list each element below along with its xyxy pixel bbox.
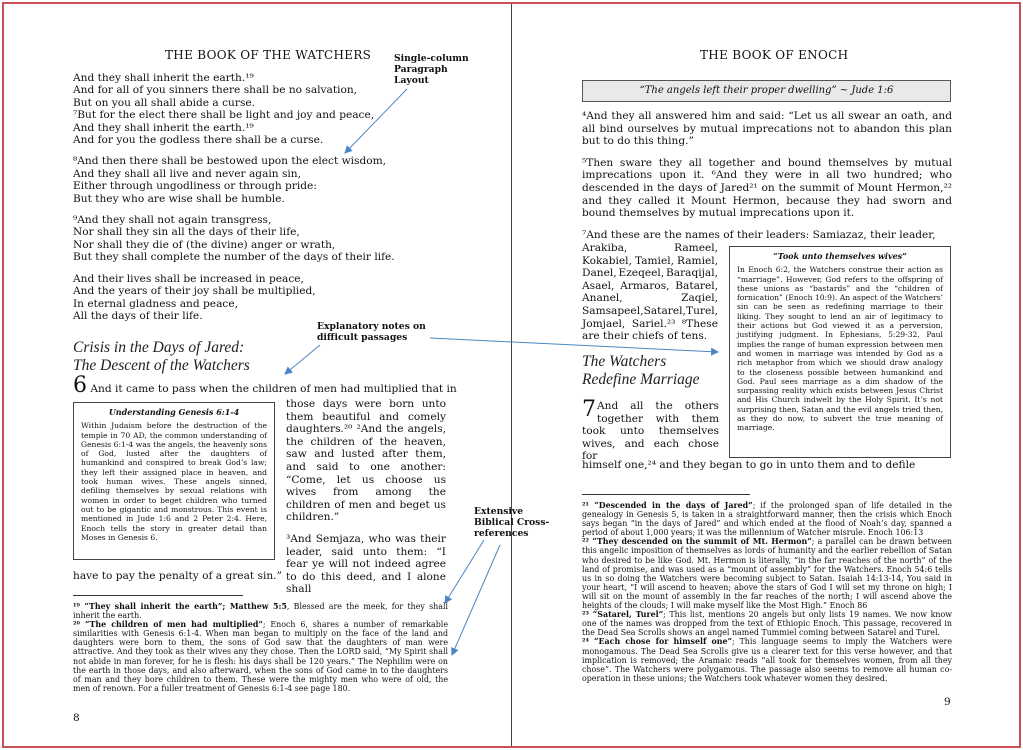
watcher-name: ⁸These: [681, 317, 718, 330]
understanding-genesis-text: Within Judaism before the destruction of the temple in 70 AD, the common understanding of Genesis 6:1-4 was the angels, the heavenly sons of God, lusted after the daughters of humankind and conspired to break God’s law; they left their assigned place in heaven, and took human wives. These angels sinned, defiling themselves by sexual relations with women in order to beget children who turned out to be gigantic and monstrous. This event is mentioned in Jude 1:6 and 2 Peter 2:4. Here, Enoch tells the story in greater detail than Moses in Genesis 6.: [81, 421, 267, 542]
chapter-7-last-line: himself one,²⁴ and they began to go in unto them and to defile: [582, 459, 916, 471]
left-heading-line2: The Descent of the Watchers: [73, 357, 250, 374]
poem-line: And they shall inherit the earth.¹⁹: [73, 121, 254, 134]
right-heading-line1: The Watchers: [582, 353, 667, 370]
right-heading-line2: Redefine Marriage: [582, 371, 700, 388]
poem-line: And for you the godless there shall be a curse.: [73, 134, 324, 147]
chapter-7-number: 7: [582, 397, 596, 422]
watcher-name: Ezeqeel,: [618, 267, 665, 280]
poem-line: Nor shall they die of (the divine) anger or wrath,: [73, 238, 336, 251]
names-end: are their chiefs of tens.: [582, 330, 708, 342]
arrow-to-footnote-20: [452, 545, 500, 655]
chapter-6-number: 6: [73, 373, 87, 398]
right-page-number: 9: [944, 696, 951, 708]
arrow-to-paragraph: [345, 89, 407, 153]
poem-line: All the days of their life.: [73, 309, 203, 322]
left-heading-line1: Crisis in the Days of Jared:: [73, 339, 245, 356]
footnote-20: ²⁰ “The children of men had multiplied”; Enoch 6, shares a number of remarkable similarities with Genesis 6:1-4. When man began to multiply on the face of the land and daughters were born to them, the sons of God saw that the daughters of man were attractive. And they took as their wives any they chose. Then the LORD said, “My Spirit shall not abide in man forever, for he is flesh: his days shall be 120 years.” The Nephilim were on the earth in those days, and also afterward, when the sons of God came in to the daughters of man and they bore children to them. These were the mighty men who were of old, the men of renown. For a fuller treatment of Genesis 6:1-4 see page 180.: [73, 620, 448, 693]
watcher-name: Jomjael,: [582, 317, 626, 330]
poem-line: Either through ungodliness or through pride:: [73, 180, 317, 193]
watcher-name: Turel,: [686, 304, 718, 317]
poem-line: In eternal gladness and peace,: [73, 297, 238, 310]
watcher-name: Zaqiel,: [681, 292, 718, 305]
chapter-7-column-text: And all the others together with them took unto themselves wives, and each chose for: [582, 400, 719, 463]
poem-line: But they shall complete the number of the days of their life.: [73, 251, 395, 264]
jude-quote-box: “The angels left their proper dwelling” ~ Jude 1:6: [582, 80, 951, 102]
verse-4: ⁴And they all answered him and said: “Let us all swear an oath, and all bind ourselves by mutual imprecations not to abandon this plan but to do this thing.”: [582, 110, 952, 148]
annotation-cross-references: Extensive Biblical Cross-references: [474, 506, 550, 539]
poem-line: And for all of you sinners there shall be no salvation,: [73, 84, 358, 97]
verses-5-6: ⁵Then sware they all together and bound themselves by mutual imprecations upon it. ⁶And they were in all two hundred; who descended in the days of Jared²¹ on the summit of Mount Hermon,²² and they called it Mount Hermon, because they had sworn and bound themselves by mutual imprecations upon it.: [582, 156, 952, 220]
arrow-to-left-box: [285, 345, 320, 374]
poem-line: And they shall all live and never again sin,: [73, 167, 301, 180]
poem-line: And the years of their joy shall be multiplied,: [73, 285, 316, 298]
annotation-explanatory-notes: Explanatory notes on difficult passages: [317, 321, 426, 343]
watcher-name: Arakiba,: [582, 242, 628, 254]
watcher-name: Ramiel,: [677, 254, 718, 267]
watcher-name: Kokabiel,: [582, 254, 632, 267]
poem-line: ⁷But for the elect there shall be light and joy and peace,: [73, 109, 375, 122]
watcher-name: Tamiel,: [634, 254, 674, 267]
watcher-name: Rameel,: [674, 242, 718, 254]
poem-line: But on you all shall abide a curse.: [73, 96, 256, 109]
poem-line: ⁸And then there shall be bestowed upon the elect wisdom,: [73, 155, 387, 168]
footnote-23: ²³ “Satarel, Turel”; This list, mentions 20 angels but only lists 19 names. We now know one of the names was dropped from the text of Ethiopic Enoch. This passage, recovered in the Dead Sea Scrolls shows an angel named Tummiel coming between Satarel and Turel.: [582, 610, 952, 638]
chapter-6-open-text: And it came to pass when the children of men had multiplied that in: [87, 383, 457, 395]
footnote-19: ¹⁹ “They shall inherit the earth”; Matthew 5:5, Blessed are the meek, for they shall inherit the earth.: [73, 602, 448, 621]
watcher-name: Sariel.²³: [631, 317, 676, 330]
watcher-name: Batarel,: [675, 279, 718, 292]
poem-line: But they who are wise shall be humble.: [73, 192, 285, 205]
chapter-6-continuation: have to pay the penalty of a great sin.”: [73, 570, 282, 582]
right-running-header: THE BOOK OF ENOCH: [700, 48, 849, 62]
watcher-name: Samsapeel,: [582, 304, 644, 317]
arrow-to-right-box: [430, 338, 718, 352]
poem-line: ⁹And they shall not again transgress,: [73, 214, 272, 227]
took-wives-text: In Enoch 6:2, the Watchers construe their action as “marriage”. However, God refers to the offspring of these unions as “bastards” and the “children of fornication” (Enoch 10:9). An aspect of the Watchers’ sin can be seen as redefining marriage to their liking. They sought to lend an air of legitimacy to their actions but God viewed it as a perversion, justifying judgment. In Ephesians, 5:29-32, Paul implies the range of human expression between men and women in marriage was intended by God as a rich metaphor from which we should draw analogy to the closeness possible between humankind and God. Paul sees marriage as a dim shadow of the surpassing reality which exists between Jesus Christ and His Church indwelt by the Holy Spirit. It’s not surprising then, Satan and the evil angels tried then, as they do now, to subvert the true meaning of marriage.: [737, 265, 943, 433]
watcher-name: Danel,: [582, 267, 617, 280]
watcher-name: Asael,: [582, 279, 615, 292]
arrow-to-footnote-19: [445, 540, 484, 603]
verse-7-intro: ⁷And these are the names of their leaders: Samiazaz, their leader,: [582, 228, 936, 241]
chapter-6-verses-1-2: those days were born unto them beautiful and comely daughters.²⁰ ²And the angels, the children of the heaven, saw and lusted after them, and said to one another: “Come, let us choose us wives from among the children of men and beget us children.”: [286, 398, 446, 524]
poem-line: And they shall inherit the earth.¹⁹: [73, 72, 254, 84]
chapter-6-verse-3: ³And Semjaza, who was their leader, said unto them: “I fear ye will not indeed agree to do this deed, and I alone shall: [286, 532, 446, 596]
watcher-name: Ananel,: [582, 292, 623, 305]
left-page-number: 8: [73, 712, 80, 724]
watcher-name: Baraqijal,: [665, 267, 718, 280]
annotation-single-column: Single-column Paragraph Layout: [394, 53, 469, 86]
poem-line: Nor shall they sin all the days of their life,: [73, 226, 300, 239]
left-running-header: THE BOOK OF THE WATCHERS: [165, 48, 372, 62]
footnote-21: ²¹ “Descended in the days of Jared”; if the prolonged span of life detailed in the genealogy in Genesis 5, is taken in a straightforward manner, then the crisis which Enoch says began “in the days of Jared” and which ended at the flood of Noah’s day, spanned a period of about 1,000 years; it was the millennium of Watcher misrule. Enoch 106:13: [582, 501, 953, 538]
took-wives-title: “Took unto themselves wives”: [773, 251, 907, 261]
footnote-22: ²² “They descended on the summit of Mt. Hermon”; a parallel can be drawn between this angelic imposition of themselves as lords of humanity and the earlier rebellion of Satan who desired to be like God. Mt. Hermon is literally, “in the far reaches of the north” of the land of promise, and was used as a “mount of assembly” for the Watchers. Enoch 54:6 tells us in so doing the Watchers were becoming subject to Satan. Isaiah 14:13-14, You said in your heart, “I will ascend to heaven; above the stars of God I will set my throne on high; I will sit on the mount of assembly in the far reaches of the north; I will ascend above the heights of the clouds; I will make myself like the Most High.” Enoch 86: [582, 537, 952, 611]
footnote-24: ²⁴ “Each chose for himself one”; This language seems to imply the Watchers were monogamous. The Dead Sea Scrolls give us a clearer text for this verse however, and that implication is removed; the Aramaic reads “all took for themselves women, from all they chose”. The Watchers were polygamous. The passage also seems to remove all human co-operation in these unions; the Watchers took whatever women they desired.: [582, 637, 953, 683]
understanding-genesis-title: Understanding Genesis 6:1-4: [108, 407, 240, 417]
poem-line: And their lives shall be increased in peace,: [73, 272, 304, 285]
watcher-name: Satarel,: [643, 304, 686, 317]
watcher-name: Armaros,: [620, 279, 670, 292]
